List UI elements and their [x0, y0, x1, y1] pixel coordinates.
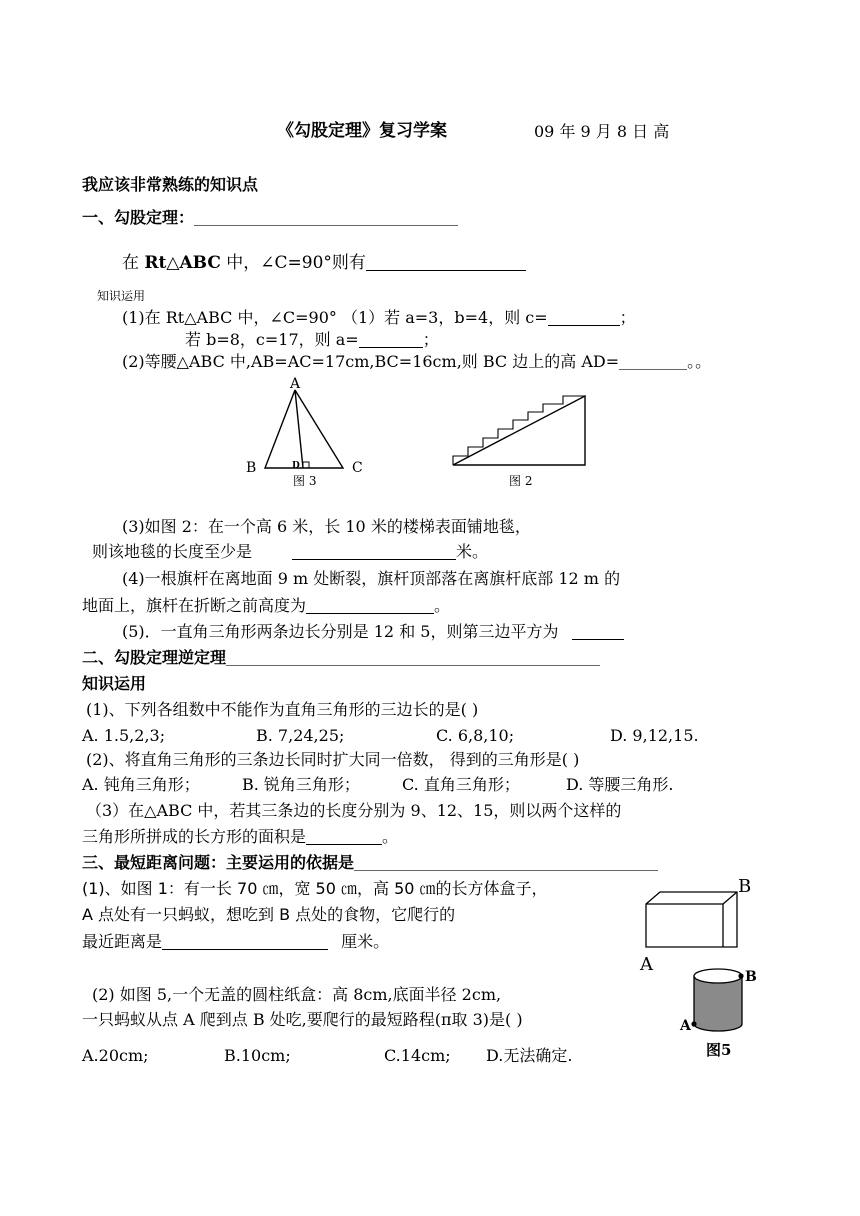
pythagoras-statement	[122, 253, 526, 273]
fig5-label-a: A	[680, 1018, 691, 1034]
s2-q3-line1: （3）在△ABC 中，若其三条边的长度分别为 9、12、15，则以两个这样的	[86, 801, 622, 820]
section3-heading-text: 三、最短距离问题：主要运用的依据是	[82, 853, 355, 872]
s2-q2: (2)、将直角三角形的三条边长同时扩大同一倍数， 得到的三角形是( )	[86, 750, 580, 769]
s3-q1-line3-text: 最近距离是	[82, 932, 163, 951]
fig5-label-b: B	[745, 969, 757, 985]
s3-q1-line3	[82, 932, 389, 952]
section2-heading	[82, 648, 600, 668]
section1-heading-blank[interactable]	[194, 209, 458, 226]
s3-q1-end: 厘米。	[341, 932, 390, 951]
fig1-label-a: A	[640, 954, 653, 974]
s1-q5-blank[interactable]	[572, 623, 624, 640]
s3-q1-line2: A 点处有一只蚂蚁，想吃到 B 点处的食物，它爬行的	[82, 905, 456, 924]
s2-q1-option-c[interactable]: C. 6,8,10;	[436, 726, 515, 745]
section1-heading	[82, 208, 458, 228]
section1-sub-label: 知识运用	[97, 289, 146, 303]
s1-q1-blank-a[interactable]	[359, 331, 423, 348]
s1-q3-line2-text: 则该地毯的长度至少是	[92, 542, 253, 561]
fig3-caption: 图 3	[293, 474, 317, 488]
s2-q3-end: 。	[382, 827, 399, 846]
section3-heading-blank[interactable]	[354, 854, 658, 871]
fig2-caption: 图 2	[509, 474, 533, 488]
figure-2-staircase	[448, 392, 593, 492]
s1-q1-blank-c[interactable]	[548, 309, 620, 326]
fig5-caption: 图5	[706, 1041, 732, 1059]
page-title: 《勾股定理》复习学案	[277, 121, 447, 141]
s1-q2-text: (2)等腰△ABC 中,AB=AC=17cm,BC=16cm,则 BC 边上的高 AD=	[122, 352, 620, 371]
s2-q2-option-b[interactable]: B. 锐角三角形；	[242, 775, 360, 794]
fig3-label-d: D	[292, 461, 300, 471]
s1-q3-line2	[92, 542, 488, 562]
section2-sub-label: 知识运用	[82, 674, 147, 693]
s2-q3-line2-text: 三角形所拼成的长方形的面积是	[82, 827, 307, 846]
section1-heading-text: 一、勾股定理：	[82, 208, 195, 227]
s1-q4-line1: (4)一根旗杆在离地面 9 m 处断裂，旗杆顶部落在离旗杆底部 12 m 的	[122, 569, 621, 588]
section2-heading-text: 二、勾股定理逆定理	[82, 648, 227, 667]
section3-heading	[82, 853, 658, 873]
s2-q1-option-b[interactable]: B. 7,24,25;	[256, 726, 345, 745]
s3-q1-line1: (1)、如图 1：有一长 70 ㎝，宽 50 ㎝，高 50 ㎝的长方体盒子，	[82, 879, 548, 898]
s2-q3-blank[interactable]	[306, 828, 382, 845]
s3-q2-line1: (2) 如图 5,一个无盖的圆柱纸盒：高 8cm,底面半径 2cm,	[92, 985, 502, 1004]
s1-q2	[122, 352, 711, 372]
statement-triangle: Rt△ABC	[144, 253, 221, 273]
s2-q2-option-c[interactable]: C. 直角三角形；	[402, 775, 520, 794]
s3-q2-option-c[interactable]: C.14cm;	[384, 1046, 451, 1065]
fig3-label-c: C	[352, 460, 363, 476]
s2-q1-option-d[interactable]: D. 9,12,15.	[610, 726, 699, 745]
page-date: 09 年 9 月 8 日 高	[534, 122, 670, 141]
s1-q4-line2	[82, 596, 450, 616]
figure-1-box	[636, 874, 786, 974]
s1-q1-line1	[122, 308, 636, 328]
s1-q3-blank[interactable]	[292, 543, 456, 560]
statement-prefix: 在	[122, 253, 139, 273]
s1-q1-line1-text: (1)在 Rt△ABC 中，∠C=90° （1）若 a=3，b=4，则 c=	[122, 308, 548, 327]
s1-q4-end: 。	[434, 596, 451, 615]
cylinder-top	[694, 969, 742, 983]
s1-q1-line2-end: ；	[422, 330, 439, 349]
s2-q2-option-a[interactable]: A. 钝角三角形；	[82, 775, 200, 794]
fig3-label-a: A	[290, 376, 301, 392]
s3-q2-option-d[interactable]: D.无法确定.	[486, 1046, 573, 1065]
intro-heading: 我应该非常熟练的知识点	[82, 175, 259, 194]
s1-q1-line2-text: 若 b=8，c=17，则 a=	[185, 330, 359, 349]
s1-q2-blank[interactable]	[619, 353, 687, 370]
s1-q5	[122, 622, 624, 642]
s3-q2-line2: 一只蚂蚁从点 A 爬到点 B 处吃,要爬行的最短路程(π取 3)是( )	[82, 1010, 523, 1029]
s3-q1-blank[interactable]	[162, 933, 328, 950]
cylinder-body	[694, 976, 742, 1031]
s3-q2-option-b[interactable]: B.10cm;	[224, 1046, 291, 1065]
statement-rest: 中，∠C=90°则有	[226, 253, 366, 273]
fig3-label-b: B	[246, 460, 257, 476]
section2-heading-blank[interactable]	[226, 649, 600, 666]
fig1-label-b: B	[738, 876, 752, 897]
figure-3-triangle	[236, 372, 376, 494]
s2-q1: (1)、下列各组数中不能作为直角三角形的三边长的是( )	[86, 700, 479, 719]
s2-q1-option-a[interactable]: A. 1.5,2,3;	[82, 726, 166, 745]
s1-q2-end: 。。	[687, 352, 712, 371]
figure-5-cylinder	[674, 962, 774, 1062]
s3-q2-option-a[interactable]: A.20cm;	[82, 1046, 149, 1065]
s1-q3-line1: (3)如图 2：在一个高 6 米，长 10 米的楼梯表面铺地毯，	[122, 517, 531, 536]
s1-q4-line2-text: 地面上，旗杆在折断之前高度为	[82, 596, 307, 615]
s1-q1-line2	[185, 330, 439, 350]
s1-q4-blank[interactable]	[306, 597, 434, 614]
s1-q3-end: 米。	[456, 542, 489, 561]
s2-q2-option-d[interactable]: D. 等腰三角形.	[566, 775, 674, 794]
statement-blank[interactable]	[366, 254, 526, 271]
s2-q3-line2	[82, 827, 398, 847]
s1-q1-line1-end: ；	[619, 308, 636, 327]
s1-q5-text: (5)．一直角三角形两条边长分别是 12 和 5，则第三边平方为	[122, 622, 559, 641]
